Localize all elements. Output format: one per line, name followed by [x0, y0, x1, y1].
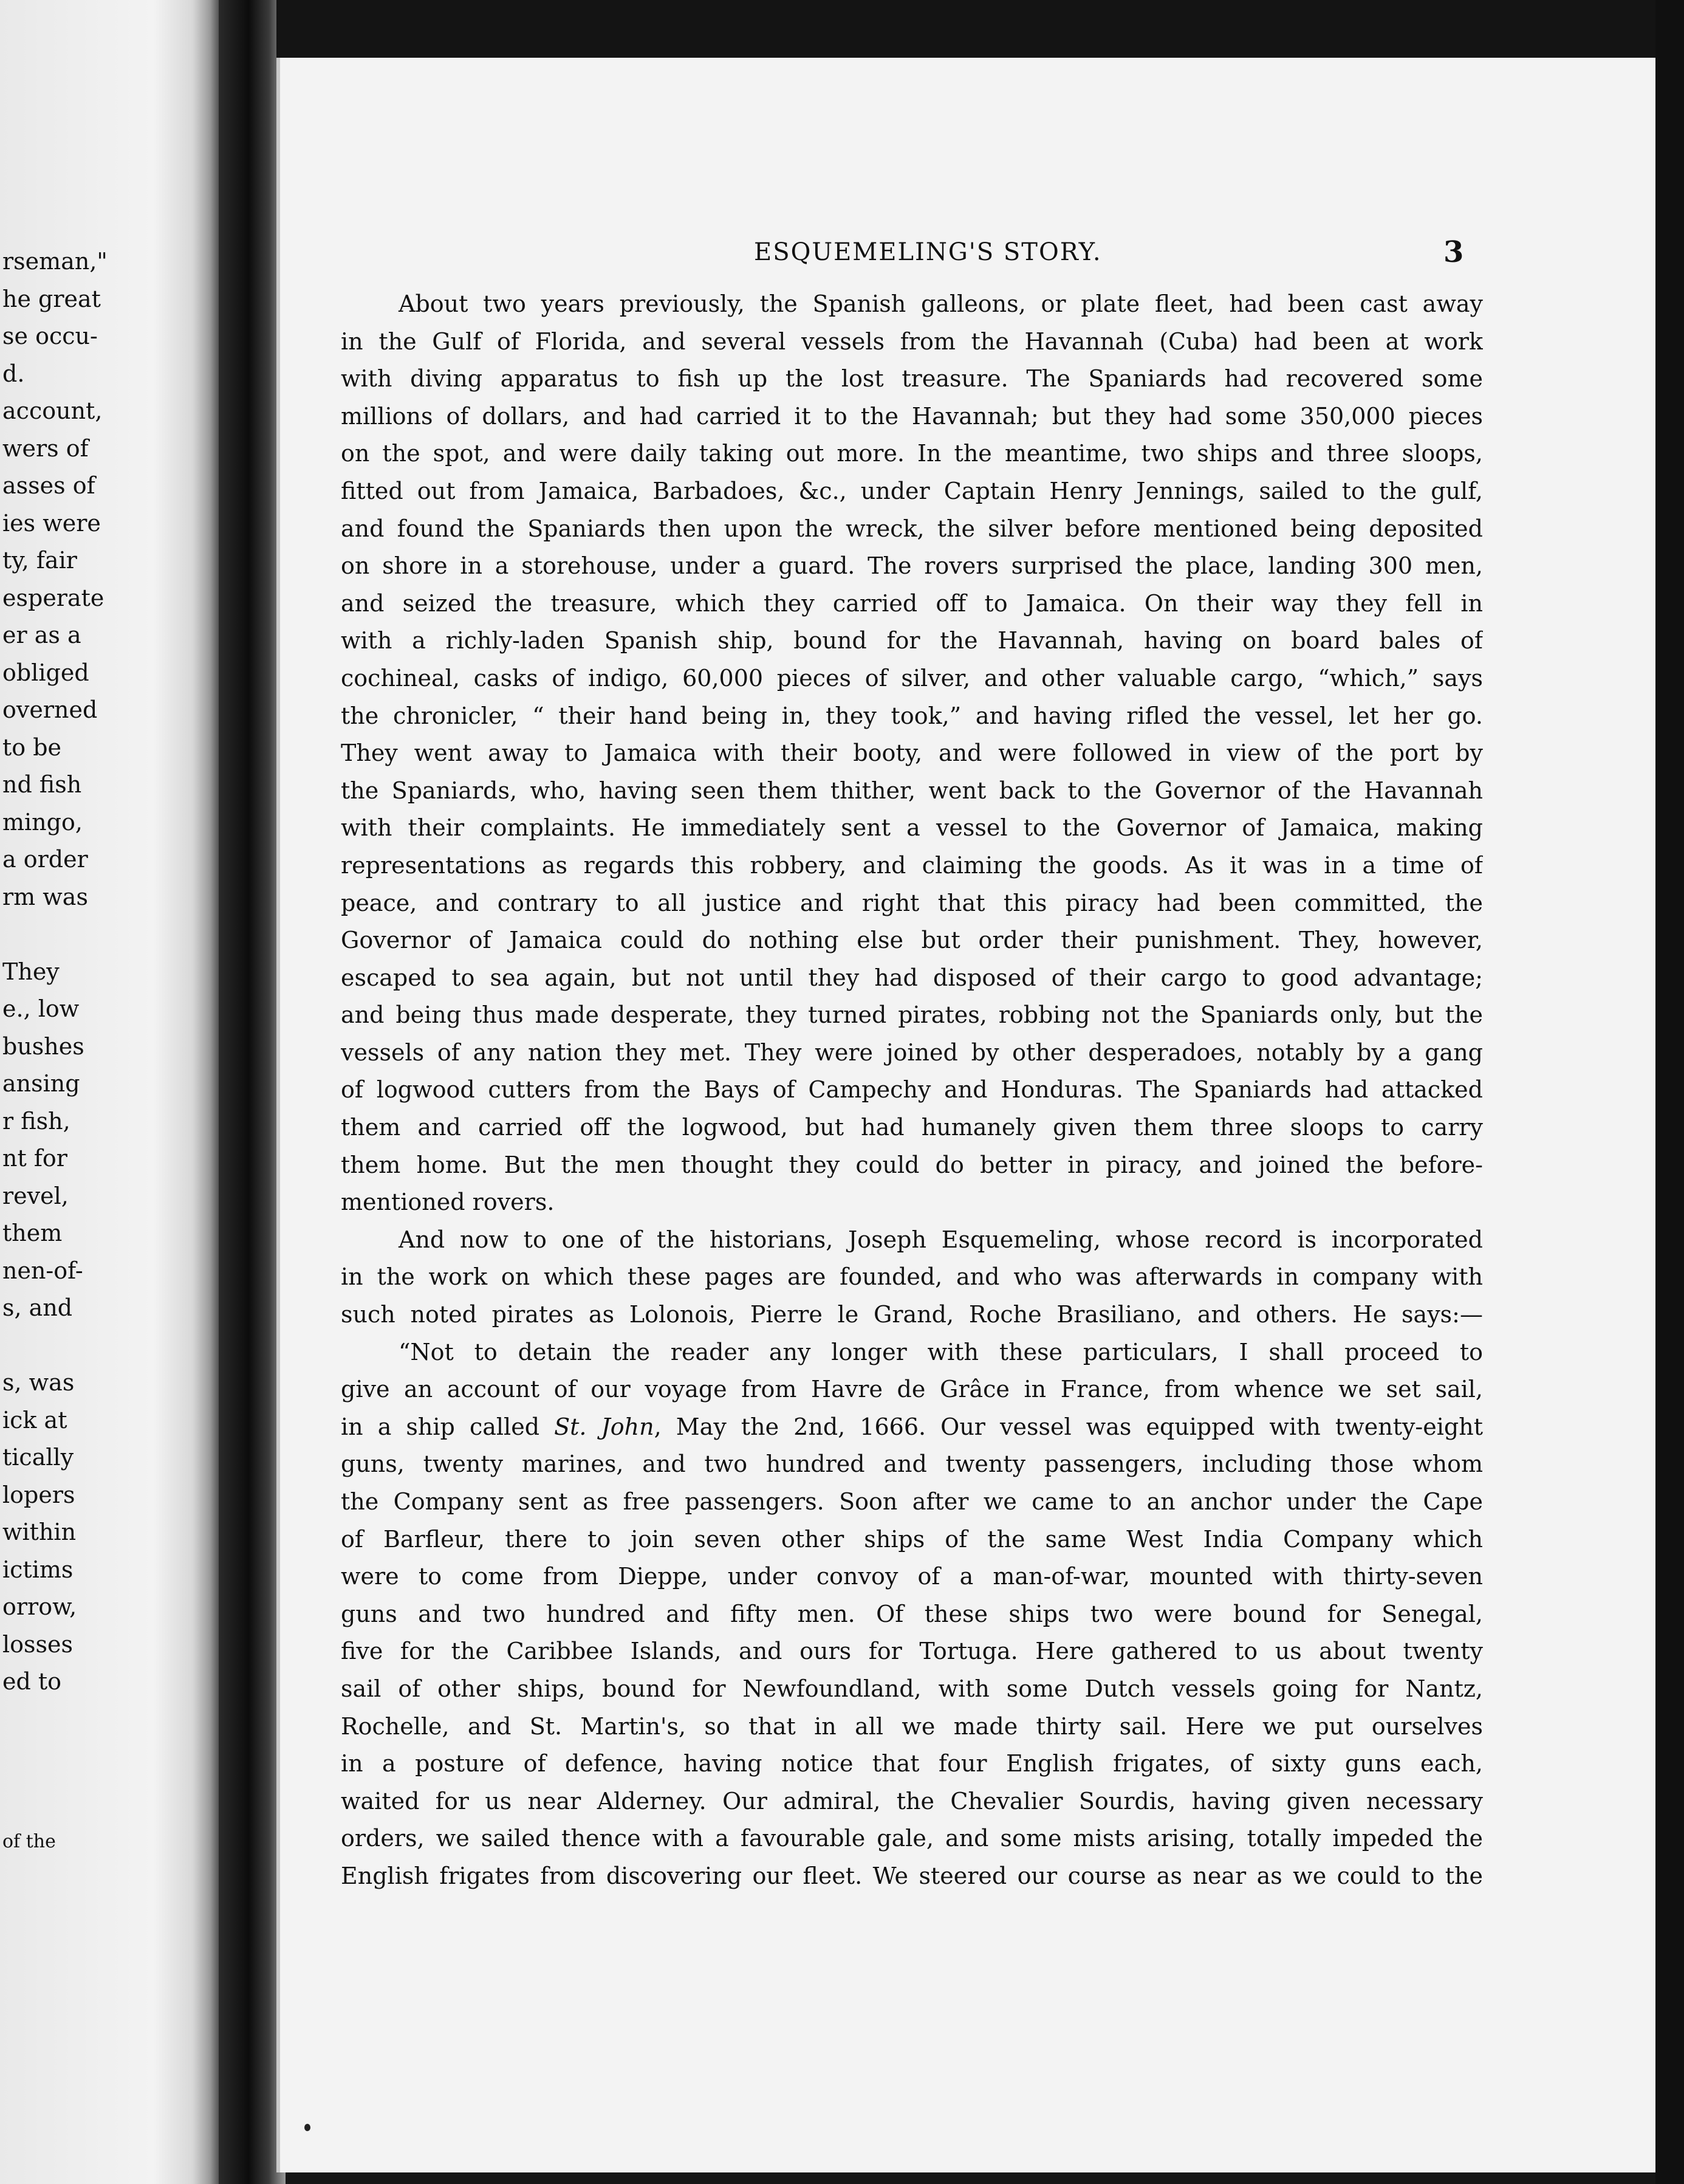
- running-title: ESQUEMELING'S STORY.: [754, 238, 1102, 266]
- previous-page-line: esperate: [2, 584, 104, 611]
- text-line: fitted out from Jamaica, Barbadoes, &c., under Captain Henry Jennings, sailed to the gulf,: [341, 477, 1483, 504]
- text-line: them home. But the men thought they could do better in piracy, and joined the before-: [341, 1151, 1483, 1178]
- text-line: English frigates from discovering our fleet. We steered our course as near as we could to the: [341, 1862, 1483, 1889]
- previous-page-line: ies were: [2, 509, 101, 537]
- previous-page-fragment: [0, 0, 219, 2184]
- previous-page-line: s, was: [2, 1369, 75, 1396]
- text-line: sail of other ships, bound for Newfoundland, with some Dutch vessels going for Nantz,: [341, 1675, 1483, 1702]
- previous-page-line: ictims: [2, 1556, 74, 1583]
- text-line: give an account of our voyage from Havre de Grâce in France, from whence we set sail,: [341, 1376, 1483, 1403]
- running-head: [280, 231, 1655, 273]
- previous-page-line: account,: [2, 397, 103, 424]
- text-line: “Not to detain the reader any longer with these particulars, I shall proceed to: [399, 1338, 1483, 1365]
- previous-page-line: within: [2, 1519, 77, 1545]
- text-line: in a posture of defence, having notice that four English frigates, of sixty guns each,: [341, 1750, 1483, 1777]
- text-line: millions of dollars, and had carried it to the Havannah; but they had some 350,000 pieces: [341, 402, 1483, 430]
- previous-page-line: mingo,: [2, 808, 83, 836]
- previous-page-line: overned: [2, 696, 98, 723]
- previous-page-line: r fish,: [2, 1107, 70, 1135]
- text-line: escaped to sea again, but not until they had disposed of their cargo to good advantage;: [341, 964, 1483, 991]
- ink-speck: [304, 2124, 310, 2131]
- previous-page-line: ick at: [2, 1406, 67, 1434]
- text-line: of logwood cutters from the Bays of Campechy and Honduras. The Spaniards had attacked: [341, 1076, 1483, 1104]
- text-line: in a ship called St. John, May the 2nd, 1666. Our vessel was equipped with twenty-eight: [341, 1413, 1483, 1440]
- text-line: Governor of Jamaica could do nothing else but order their punishment. They, however,: [341, 927, 1483, 954]
- text-line: the chronicler, “ their hand being in, they took,” and having rifled the vessel, let her go.: [341, 702, 1483, 729]
- previous-page-line: [0, 1327, 219, 1365]
- text-line: them and carried off the logwood, but had humanely given them three sloops to carry: [341, 1114, 1483, 1141]
- book-gutter: [219, 0, 286, 2184]
- text-line: About two years previously, the Spanish galleons, or plate fleet, had been cast away: [399, 290, 1483, 317]
- page-number: 3: [1443, 235, 1464, 269]
- previous-page-line: obliged: [2, 659, 89, 686]
- text-line: orders, we sailed thence with a favourable gale, and some mists arising, totally impeded the: [341, 1825, 1483, 1852]
- text-line: the Company sent as free passengers. Soon after we came to an anchor under the Cape: [341, 1488, 1483, 1515]
- text-line: with their complaints. He immediately sent a vessel to the Governor of Jamaica, making: [341, 814, 1483, 842]
- text-line: on the spot, and were daily taking out more. In the meantime, two ships and three sloops,: [341, 440, 1483, 467]
- previous-page-line: bushes: [2, 1032, 84, 1060]
- text-line: the Spaniards, who, having seen them thither, went back to the Governor of the Havannah: [341, 777, 1483, 804]
- text-line: representations as regards this robbery, and claiming the goods. As it was in a time of: [341, 851, 1483, 879]
- text-line: with a richly-laden Spanish ship, bound for the Havannah, having on board bales of: [341, 627, 1483, 654]
- book-page: [276, 58, 1655, 2172]
- previous-page-line: wers of: [2, 434, 89, 462]
- text-line: in the Gulf of Florida, and several vessels from the Havannah (Cuba) had been at work: [341, 328, 1483, 355]
- text-line: on shore in a storehouse, under a guard. The rovers surprised the place, landing 300 men,: [341, 552, 1483, 580]
- previous-page-line: them: [2, 1220, 63, 1246]
- previous-page-line: a order: [2, 846, 88, 873]
- previous-page-line: [0, 916, 219, 953]
- text-line: of Barfleur, there to join seven other ships of the same West India Company which: [341, 1525, 1483, 1553]
- previous-page-line: tically: [2, 1444, 74, 1471]
- text-line: were to come from Dieppe, under convoy of a man-of-war, mounted with thirty-seven: [341, 1563, 1483, 1590]
- text-line: and being thus made desperate, they turned pirates, robbing not the Spaniards only, but the: [341, 1001, 1483, 1029]
- previous-page-line: ed to: [2, 1668, 62, 1695]
- previous-page-line: e., low: [2, 995, 80, 1022]
- previous-page-line: nt for: [2, 1145, 67, 1172]
- previous-page-line: asses of: [2, 472, 95, 499]
- text-line: cochineal, casks of indigo, 60,000 pieces of silver, and other valuable cargo, “which,” says: [341, 664, 1483, 692]
- text-line: such noted pirates as Lolonois, Pierre le Grand, Roche Brasiliano, and others. He says:—: [341, 1301, 1483, 1328]
- previous-page-line: rseman,": [2, 248, 108, 275]
- previous-page-line: They: [2, 958, 60, 985]
- text-line: and seized the treasure, which they carried off to Jamaica. On their way they fell in: [341, 589, 1483, 617]
- text-line: vessels of any nation they met. They were joined by other desperadoes, notably by a gang: [341, 1039, 1483, 1066]
- text-line: waited for us near Alderney. Our admiral, the Chevalier Sourdis, having given necessary: [341, 1787, 1483, 1815]
- previous-page-line: se occu-: [2, 323, 98, 349]
- text-line: And now to one of the historians, Joseph Esquemeling, whose record is incorporated: [399, 1226, 1483, 1253]
- previous-page-text: [0, 243, 219, 1701]
- previous-page-line: orrow,: [2, 1593, 77, 1620]
- previous-page-line: er as a: [2, 622, 81, 648]
- text-line: Rochelle, and St. Martin's, so that in all we made thirty sail. Here we put ourselves: [341, 1712, 1483, 1740]
- previous-page-line: nd fish: [2, 771, 82, 798]
- previous-page-line: to be: [2, 733, 62, 761]
- text-line: five for the Caribbee Islands, and ours for Tortuga. Here gathered to us about twenty: [341, 1638, 1483, 1665]
- scan-right-edge: [1655, 0, 1684, 2184]
- previous-page-line: rm was: [2, 883, 88, 910]
- text-line: mentioned rovers.: [341, 1189, 555, 1216]
- previous-page-line: ansing: [2, 1070, 80, 1097]
- previous-page-line: s, and: [2, 1294, 73, 1321]
- text-line: and found the Spaniards then upon the wreck, the silver before mentioned being deposited: [341, 515, 1483, 542]
- previous-page-line: nen-of-: [2, 1257, 83, 1284]
- previous-page-line: losses: [2, 1630, 74, 1658]
- previous-page-line: d.: [2, 360, 25, 387]
- previous-page-footnote: of the: [2, 1831, 56, 1852]
- text-line: in the work on which these pages are founded, and who was afterwards in company with: [341, 1263, 1483, 1291]
- text-line: with diving apparatus to fish up the lost treasure. The Spaniards had recovered some: [341, 365, 1483, 393]
- previous-page-line: he great: [2, 285, 101, 312]
- previous-page-line: lopers: [2, 1481, 75, 1508]
- text-line: They went away to Jamaica with their booty, and were followed in view of the port by: [341, 740, 1483, 767]
- text-line: guns, twenty marines, and two hundred and twenty passengers, including those whom: [341, 1451, 1483, 1478]
- text-line: guns and two hundred and fifty men. Of these ships two were bound for Senegal,: [341, 1600, 1483, 1627]
- previous-page-line: ty, fair: [2, 547, 77, 574]
- ship-name: St. John: [554, 1413, 654, 1440]
- scan-top-edge: [276, 0, 1655, 58]
- previous-page-line: revel,: [2, 1182, 69, 1209]
- body-text: [341, 286, 1483, 1895]
- text-line: peace, and contrary to all justice and right that this piracy had been committed, the: [341, 889, 1483, 916]
